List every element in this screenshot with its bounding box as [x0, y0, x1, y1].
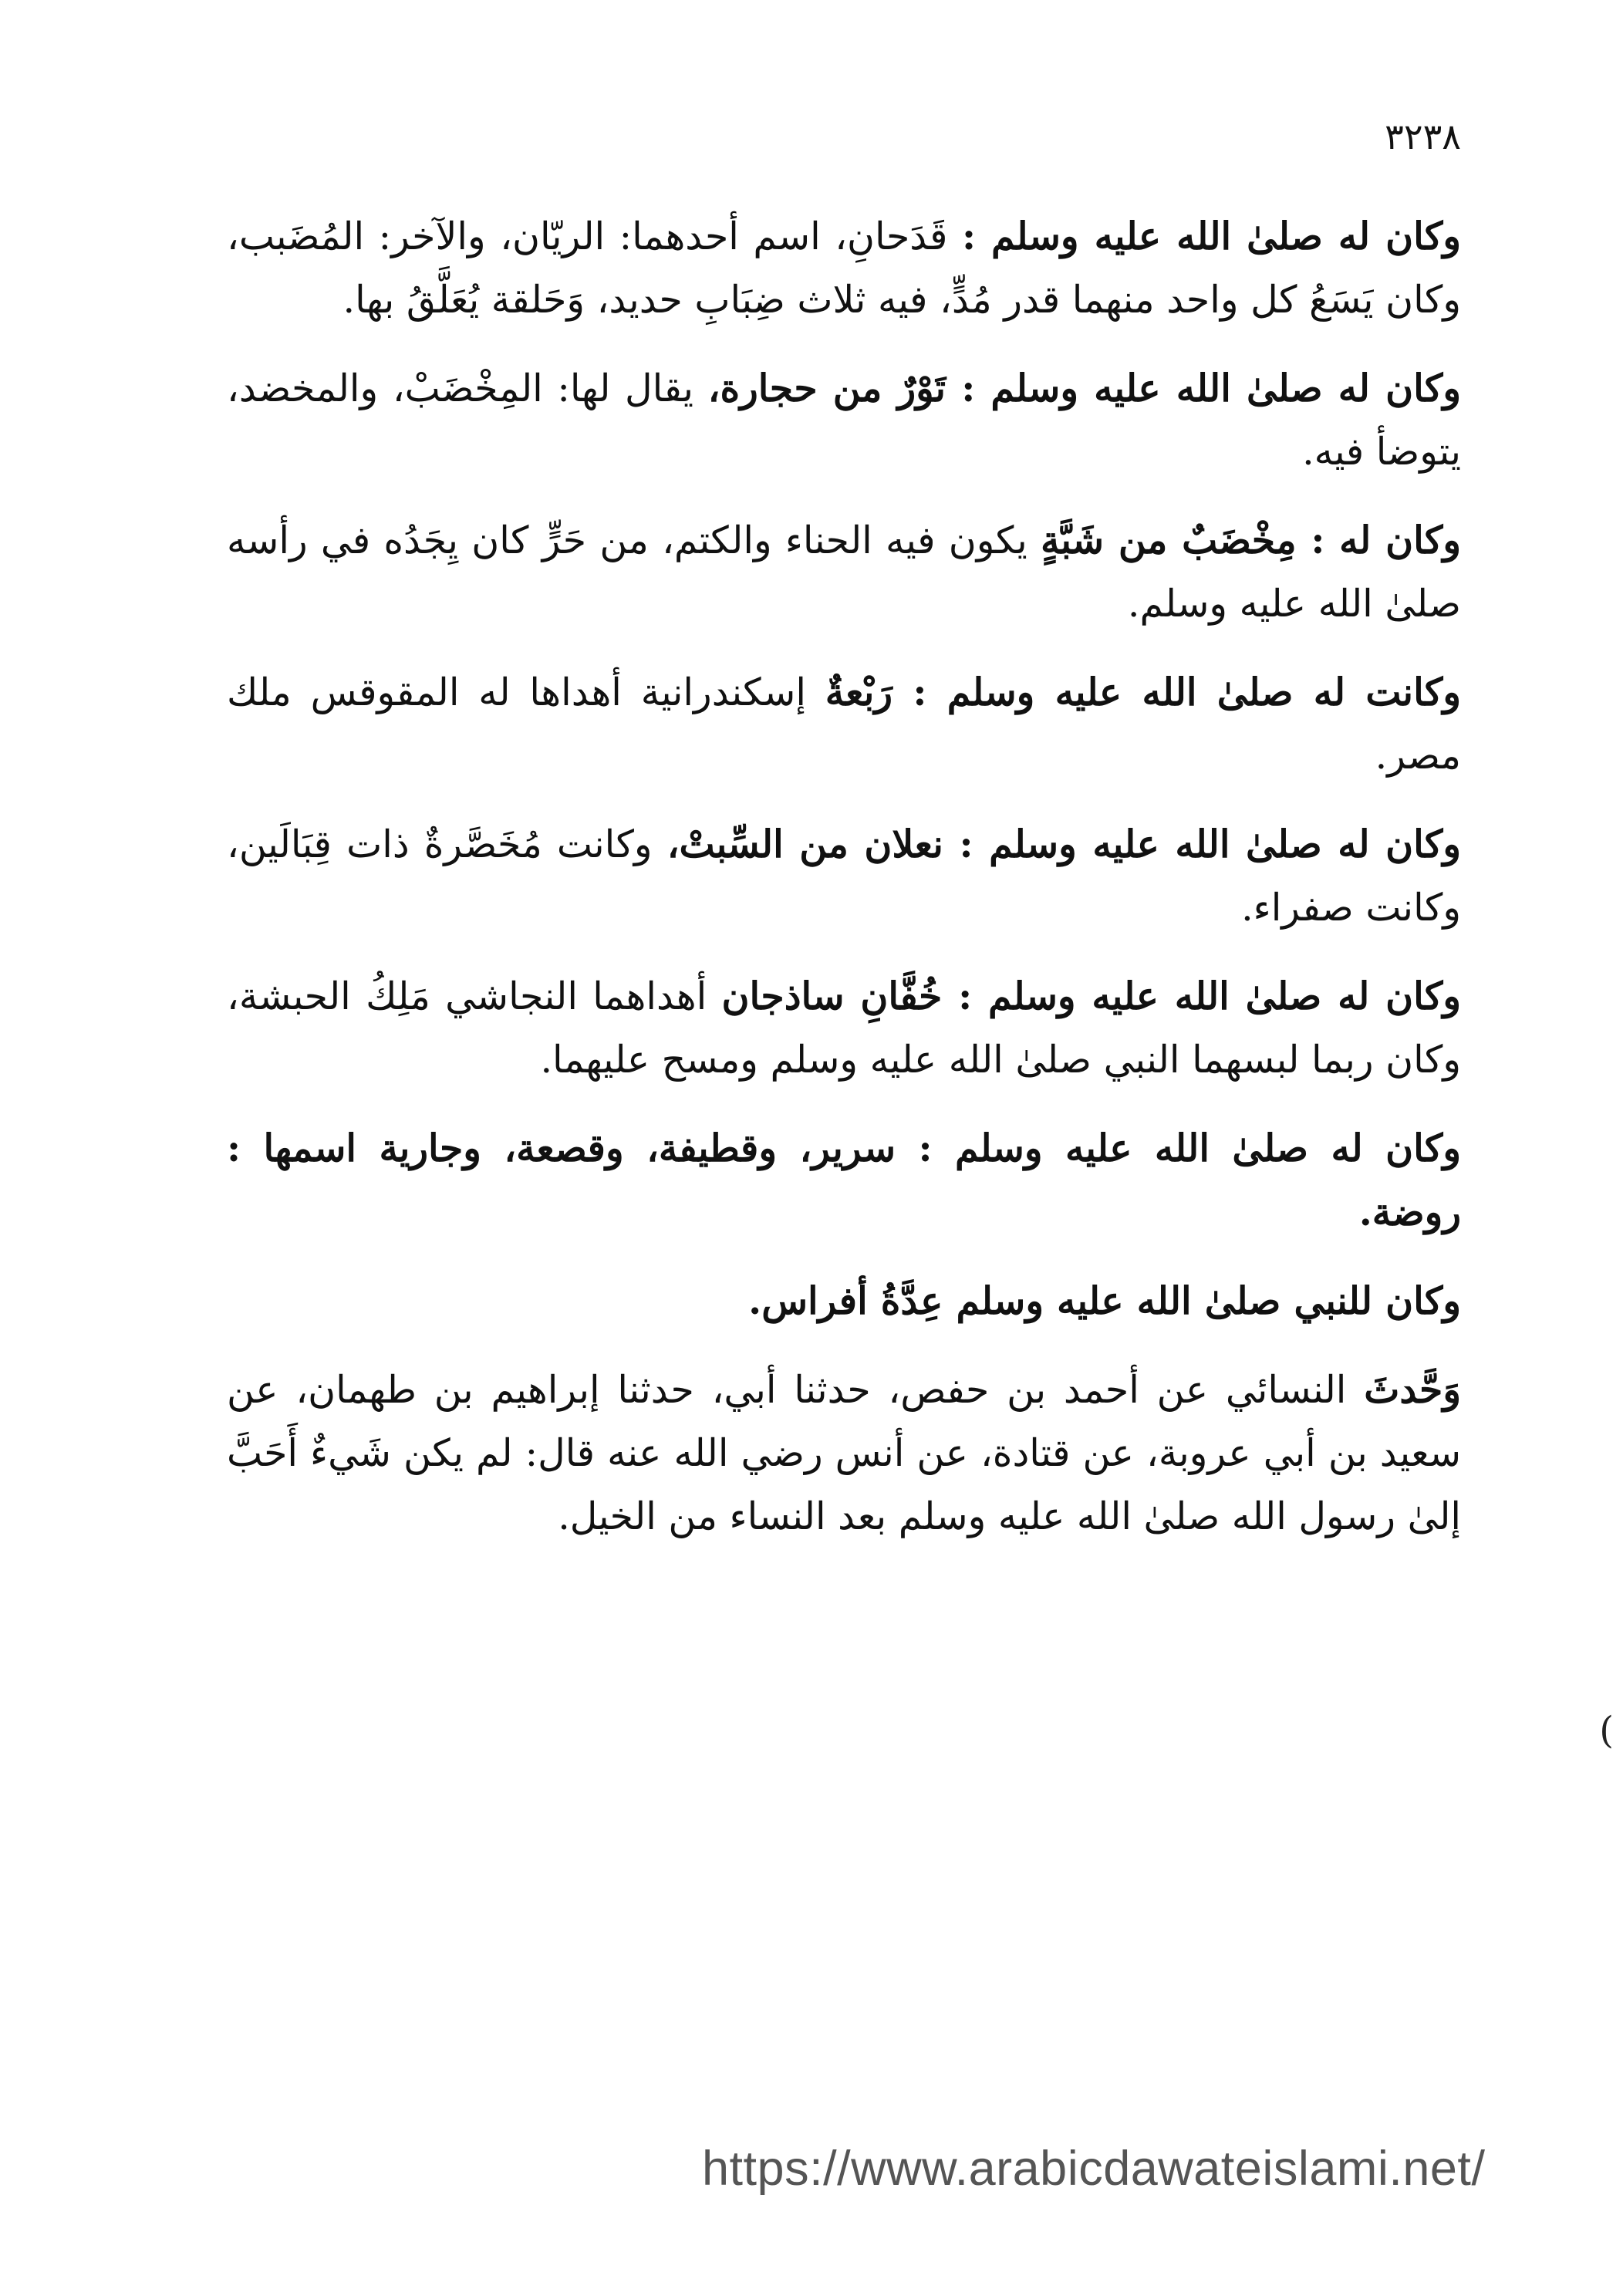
edge-mark: ( — [1599, 1709, 1614, 1752]
paragraph-lead: وكان له صلىٰ الله عليه وسلم : نعلان من السِّبتْ، — [666, 822, 1462, 866]
paragraph-text: وكانت مُخَصَّرةٌ ذات قِبَالَين، وكانت صفراء. — [227, 822, 1461, 930]
paragraph-khuffs — [227, 964, 1461, 1092]
paragraph-text: قَدَحانِ، اسم أحدهما: الريّان، والآخر: المُضَبب، وكان يَسَعُ كل واحد منهما قدر مُدٍّ، فيه ثلاث ضِبَابِ حديد، وَحَلقة يُعَلَّقُ بها. — [227, 214, 1461, 322]
watermark-url: https://www.arabicdawateislami.net/ — [702, 2142, 1486, 2196]
paragraph-sandals — [227, 812, 1461, 940]
paragraph-stone-vessel — [227, 356, 1461, 484]
paragraph-cups — [227, 204, 1461, 332]
paragraph-text: يقال لها: المِخْضَبْ، والمخضد، يتوضأ فيه. — [227, 366, 1461, 474]
paragraph-lead: وَحَّدثَ — [1364, 1367, 1461, 1412]
page-number: ٣٢٣٨ — [1385, 116, 1461, 157]
paragraph-lead: وكان له صلىٰ الله عليه وسلم : سرير، وقطيفة، وقصعة، وجارية اسمها : روضة. — [227, 1126, 1461, 1234]
paragraph-lead: وكان له : مِخْضَبٌ من شَبَّةٍ — [1041, 518, 1461, 562]
paragraph-horses — [227, 1269, 1461, 1333]
paragraph-text: أهداهما النجاشي مَلِكُ الحبشة، وكان ربما لبسهما النبي صلىٰ الله عليه وسلم ومسح عليهما. — [227, 974, 1461, 1082]
paragraph-lead: وكانت له صلىٰ الله عليه وسلم : رَبْعةٌ — [825, 670, 1461, 714]
paragraph-bed — [227, 1116, 1461, 1244]
paragraph-mikhdab — [227, 508, 1461, 636]
paragraph-text: إسكندرانية أهداها له المقوقس ملك مصر. — [227, 670, 1461, 778]
paragraph-lead: وكان له صلىٰ الله عليه وسلم : — [961, 214, 1461, 258]
paragraph-text: يكون فيه الحناء والكتم، من حَرٍّ كان يِجَدُه في رأسه صلىٰ الله عليه وسلم. — [227, 518, 1461, 626]
page-body — [227, 204, 1461, 1573]
paragraph-lead: وكان له صلىٰ الله عليه وسلم : خُفَّانِ ساذجان — [721, 974, 1461, 1018]
paragraph-lead: وكان للنبي صلىٰ الله عليه وسلم عِدَّةُ أفراس. — [748, 1278, 1461, 1323]
paragraph-lead: وكان له صلىٰ الله عليه وسلم : تَوْرٌ من حجارة، — [707, 366, 1461, 410]
paragraph-text: النسائي عن أحمد بن حفص، حدثنا أبي، حدثنا إبراهيم بن طهمان، عن سعيد بن أبي عروبة، عن قتادة، عن أنس رضي الله عنه قال: لم يكن شَيءٌ أَحَبَّ إلىٰ رسول الله صلىٰ الله عليه وسلم بعد النساء من الخيل. — [227, 1368, 1461, 1538]
paragraph-rabaa — [227, 660, 1461, 788]
paragraph-hadith — [227, 1358, 1461, 1548]
